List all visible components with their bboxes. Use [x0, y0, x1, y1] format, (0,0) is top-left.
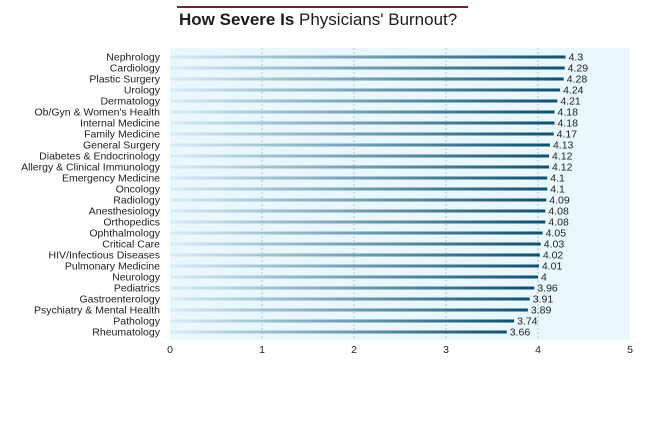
category-label: Nephrology — [106, 51, 160, 64]
bar — [170, 298, 530, 301]
bar — [170, 144, 550, 147]
bar — [170, 309, 528, 312]
value-label: 4.1 — [550, 183, 565, 196]
category-label: Plastic Surgery — [89, 73, 160, 86]
bar — [170, 67, 565, 70]
category-label: Cardiology — [109, 62, 160, 75]
value-label: 4.13 — [552, 139, 574, 152]
category-label: Allergy & Clinical Immunology — [21, 161, 160, 174]
x-tick-label: 2 — [351, 344, 357, 356]
category-label: Psychiatry & Mental Health — [33, 304, 160, 317]
bar — [170, 133, 554, 136]
category-label: Oncology — [115, 183, 160, 196]
bar — [170, 331, 507, 334]
value-label: 4.3 — [568, 51, 584, 64]
value-label: 4.02 — [542, 249, 564, 262]
category-label: Family Medicine — [84, 128, 160, 141]
bar — [170, 78, 564, 81]
category-label: Diabetes & Endocrinology — [39, 150, 160, 163]
bar — [170, 188, 547, 191]
value-label: 4.18 — [557, 117, 578, 130]
value-label: 3.96 — [537, 282, 558, 295]
bar — [170, 199, 546, 202]
value-label: 4.21 — [560, 95, 581, 108]
category-label: Rheumatology — [92, 326, 160, 339]
category-label: Pulmonary Medicine — [64, 260, 160, 273]
bar — [170, 243, 541, 246]
value-label: 4.05 — [545, 227, 567, 240]
x-tick-label: 3 — [443, 344, 449, 356]
value-label: 3.74 — [517, 315, 538, 328]
category-label: Critical Care — [102, 238, 160, 251]
x-tick-label: 1 — [259, 344, 265, 356]
value-label: 4.12 — [552, 150, 573, 163]
category-label: HIV/Infectious Diseases — [48, 249, 160, 262]
category-label: Pathology — [113, 315, 160, 328]
category-label: Radiology — [113, 194, 160, 207]
value-label: 4.08 — [548, 216, 569, 229]
category-label: Neurology — [112, 271, 160, 284]
bar — [170, 122, 555, 125]
bar — [170, 177, 547, 180]
bar — [170, 166, 549, 169]
x-axis — [167, 344, 633, 356]
category-label: Pediatrics — [113, 282, 160, 295]
value-label: 4.18 — [557, 106, 578, 119]
category-label: Orthopedics — [103, 216, 160, 229]
value-label: 4.1 — [550, 172, 565, 185]
bar — [170, 155, 549, 158]
category-label: Dermatology — [100, 95, 160, 108]
value-label: 4.24 — [563, 84, 584, 97]
bar — [170, 111, 555, 114]
value-label: 4.09 — [549, 194, 570, 207]
value-label: 4.17 — [556, 128, 578, 141]
value-label: 4.29 — [567, 62, 589, 75]
category-label: Internal Medicine — [80, 117, 160, 130]
x-tick-label: 4 — [535, 344, 541, 356]
value-label: 3.91 — [532, 293, 554, 306]
bar — [170, 56, 566, 59]
chart-title-bold: How Severe Is — [179, 10, 295, 29]
x-tick-label: 5 — [627, 344, 633, 356]
bar — [170, 287, 534, 290]
bar — [170, 265, 539, 268]
bar — [170, 89, 560, 92]
category-label: General Surgery — [82, 139, 160, 152]
category-label: Emergency Medicine — [61, 172, 160, 185]
category-label: Ob/Gyn & Women's Health — [34, 106, 160, 119]
x-tick-label: 0 — [167, 344, 173, 356]
bar — [170, 320, 514, 323]
category-label: Gastroenterology — [79, 293, 160, 306]
bar — [170, 100, 557, 103]
value-label: 4 — [541, 271, 547, 284]
bar — [170, 232, 543, 235]
value-label: 4.03 — [543, 238, 565, 251]
bar — [170, 221, 545, 224]
value-label: 3.89 — [530, 304, 552, 317]
value-label: 4.08 — [548, 205, 569, 218]
category-label: Anesthesiology — [88, 205, 160, 218]
value-label: 4.28 — [566, 73, 588, 86]
bar — [170, 254, 540, 257]
bar — [170, 210, 545, 213]
bar — [170, 276, 538, 279]
value-label: 4.01 — [541, 260, 563, 273]
value-label: 3.66 — [509, 326, 531, 339]
category-label: Ophthalmology — [89, 227, 160, 240]
chart-title-regular: Physicians' Burnout? — [294, 10, 458, 29]
value-label: 4.12 — [552, 161, 573, 174]
category-label: Urology — [123, 84, 160, 97]
